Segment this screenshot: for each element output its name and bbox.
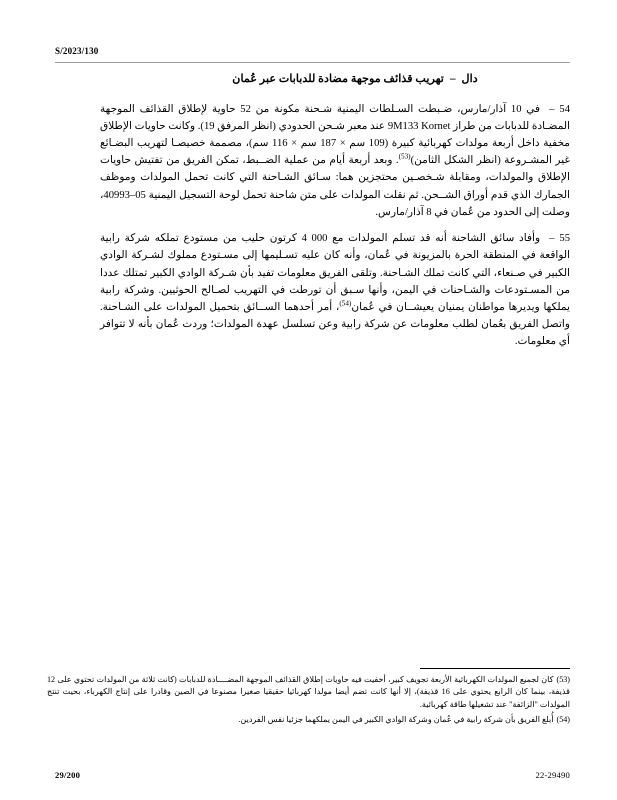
paragraph-text-tail: . وبعد أربعة أيام من عملية الضــبط، تمكن الفريق من تفتيش حاويات الإطلاق والمولدات، ومقابلة شـخصـين محتجزين هما: سـائق الشـاحنة التي كانت تحمل المولدات وموظف الجمارك الذي قدم أوراق الشــحن. ثم نقلت المولدات على متن شاحنة تحمل لوحة التسجيل اليمنية 05–40993، وصلت إلى الحدود من عُمان في 8 آذار/مارس. bbox=[100, 155, 570, 218]
footnote-ref-54[interactable]: (54) bbox=[339, 299, 352, 308]
weapon-model: 9M133 Kornet bbox=[387, 120, 451, 132]
paragraph-dash: – bbox=[549, 233, 555, 245]
section-letter: دال bbox=[461, 73, 478, 85]
footnote-ref-53[interactable]: (53) bbox=[398, 152, 411, 161]
paragraph-text-lead: في 10 آذار/مارس، ضـبطت السـلطات اليمنية شـحنة مكونة من 52 حاوية لإطلاق القذائف الموجهة المضـادة للدبابات من طراز bbox=[100, 103, 571, 132]
header-divider bbox=[55, 62, 570, 63]
section-dash: – bbox=[449, 73, 456, 85]
footnotes-section bbox=[47, 668, 570, 730]
footnote-54 bbox=[47, 714, 570, 726]
footnote-marker: (53) bbox=[556, 675, 570, 684]
paragraph-number: 54 bbox=[559, 103, 570, 115]
paragraph-text-mid: عند معبر شـحن الحدودي (انظر المرفق 19). وكانت حاويات الإطلاق مخفية داخل أربعة مولدات كهربائية كبيرة (109 سم × 187 سم × 116 سم)، مصممة خصيصـا لتهريب البضـائع غير المشـروعة (انظر الشكل الثامن) bbox=[100, 120, 570, 167]
paragraph-number: 55 bbox=[559, 233, 570, 245]
page-header bbox=[55, 46, 570, 68]
paragraph-text-tail: ، أمر أحدهما الســائق بتحميل المولدات على الشـاحنة. واتصل الفريق بعُمان لطلب معلومات عن شركة رابية وعن تسلسل عهدة المولدات؛ وردت عُمان بأنه لا تتوافر أي معلومات. bbox=[100, 301, 570, 348]
document-body bbox=[100, 72, 570, 360]
section-title: تهريب قذائف موجهة مضادة للدبابات عبر عُمان bbox=[232, 73, 444, 85]
footnote-text: كان لجميع المولدات الكهربائية الأربعة تجويف كبير، أخفيت فيه حاويات إطلاق القذائف الموجهة المضــــادة للدبابات (كانت ثلاثة من المولدات تحتوي على 12 قذيفة، بينما كان الرابع يحتوي على 16 قذيفة)، إلا أنها كانت تضم أيضا مولدا كهربائيا حقيقيا صغيرا مصنوعا في الصين وقادرا على إنتاج الكهرباء، بحيث تنتج المولدات "الزائفة" عند تشغيلها طاقة كهربائية. bbox=[47, 675, 570, 709]
footnote-marker: (54) bbox=[556, 715, 570, 725]
paragraph-54 bbox=[100, 101, 570, 221]
job-number: 22-29490 bbox=[535, 770, 570, 780]
paragraph-dash: – bbox=[549, 103, 555, 115]
paragraph-text-lead: وأفاد سائق الشاحنة أنه قد تسلم المولدات مع 000 4 كرتون حليب من مستودع تملكه شركة رابية الواقعة في المنطقة الحرة بالمزيونة في عُمان، وأنه كان عليه تسـليمها إلى مسـتودع مملوك لشـركة الوادي الكبير في صـنعاء، التي كانت تملك الشـاحنة. وتلقى الفريق معلومات تفيد بأن شـركة الوادي الكبير تمتلك عددا من المسـتودعات والشـاحنات في اليمن، وأنها سـبق أن تورطت في التهريب لصـالح الحوثيين. وشركة رابية يملكها ويديرها مواطنان يمنيان يعيشــان في عُمان bbox=[100, 233, 570, 313]
footnote-text: أُبلغ الفريق بأن شركة رابية في عُمان وشركة الوادي الكبير في اليمن يملكهما جزئيا نفس الفردين. bbox=[238, 715, 554, 725]
footnote-divider bbox=[420, 668, 570, 669]
page-footer bbox=[55, 770, 570, 784]
footnote-53 bbox=[47, 674, 570, 711]
page-number: 29/200 bbox=[55, 770, 81, 780]
document-symbol: S/2023/130 bbox=[55, 46, 99, 56]
paragraph-55 bbox=[100, 230, 570, 350]
section-heading bbox=[100, 72, 570, 88]
